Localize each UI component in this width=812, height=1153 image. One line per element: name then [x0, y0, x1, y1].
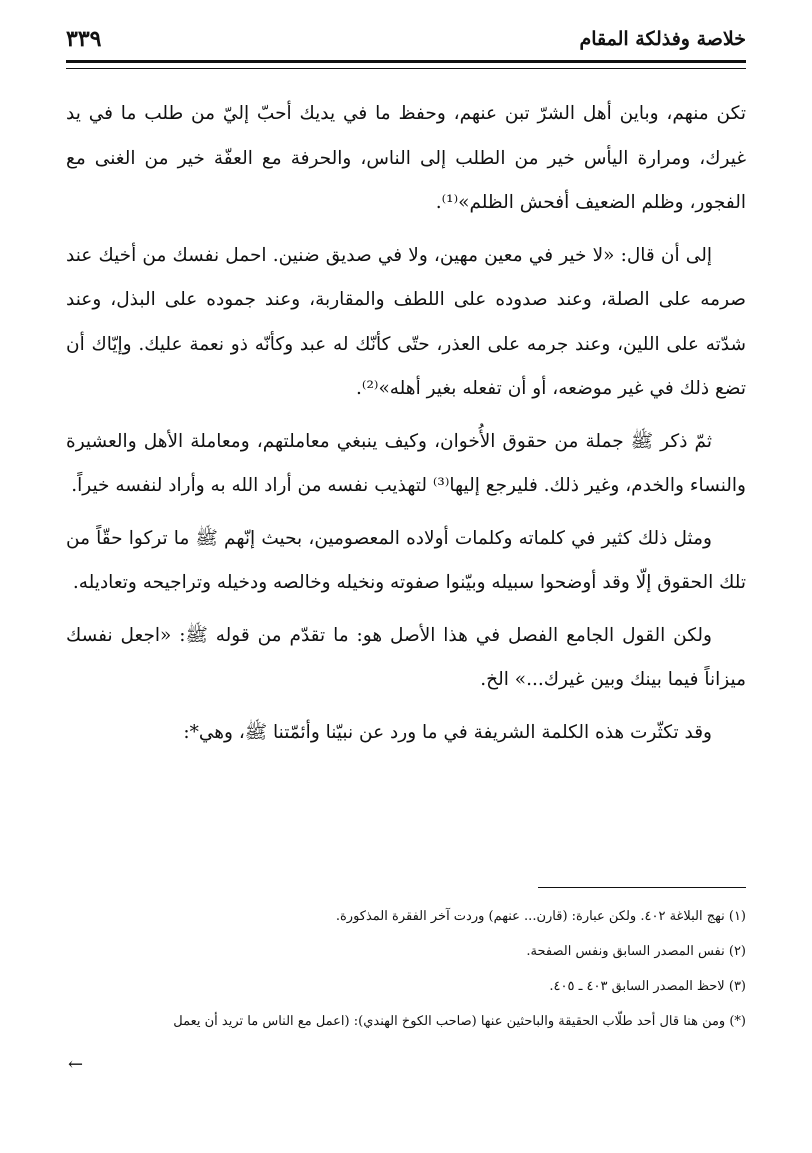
paragraph-5: ولكن القول الجامع الفصل في هذا الأصل هو: ما تقدّم من قوله ﷺ: «اجعل نفسك ميزاناً فيما بينك وبين غيرك...» الخ. — [66, 624, 746, 690]
footnote-3: (٣) لاحظ المصدر السابق ٤٠٣ ـ ٤٠٥. — [549, 979, 746, 994]
paragraph-1: تكن منهم، وباين أهل الشرّ تبن عنهم، وحفظ ما في يديك أحبّ إليّ من طلب ما في يد غيرك، ومرارة اليأس خير من الطلب إلى الناس، والحرفة مع العفّة خير من الغنى مع الفجور، وظلم الضعيف أفحش الظلم»⁽¹⁾. — [66, 103, 746, 213]
header-double-rule — [66, 60, 746, 69]
main-text — [66, 92, 746, 763]
footnotes — [66, 908, 746, 1043]
paragraph-4: ومثل ذلك كثير في كلماته وكلمات أولاده المعصومين، بحيث إنّهم ﷺ ما تركوا حقّاً من تلك الحقوق إلّا وقد أوضحوا سبيله وبيّنوا صفوته ونخيله وخالصه ودخيله وتراجيحه وتعاديله. — [66, 527, 746, 593]
header-title: خلاصة وفذلكة المقام — [579, 28, 746, 50]
footnote-4: (*) ومن هنا قال أحد طلّاب الحقيقة والباحثين عنها (صاحب الكوخ الهندي): (اعمل مع الناس ما تريد أن يعمل — [173, 1014, 746, 1029]
footnote-1: (١) نهج البلاغة ٤٠٢. ولكن عبارة: (قارن... عنهم) وردت آخر الفقرة المذكورة. — [335, 909, 746, 924]
page-number: ٣٣٩ — [66, 26, 102, 52]
footnote-separator — [538, 887, 746, 888]
paragraph-3: ثمّ ذكر ﷺ جملة من حقوق الأُخوان، وكيف ينبغي معاملتهم، ومعاملة الأهل والعشيرة والنساء والخدم، وغير ذلك. فليرجع إليها⁽³⁾ لتهذيب نفسه من أراد الله به وأراد لنفسه خيراً. — [66, 430, 746, 496]
footnote-2: (٢) نفس المصدر السابق ونفس الصفحة. — [526, 944, 746, 959]
paragraph-2: إلى أن قال: «لا خير في معين مهين، ولا في صديق ضنين. احمل نفسك من أخيك عند صرمه على الصلة، وعند صدوده على اللطف والمقاربة، وعند جموده على البذل، وعند شدّته على اللين، وعند جرمه على العذر، حتّى كأنّك له عبد وكأنّه ذو نعمة عليك. وإيّاك أن تضع ذلك في غير موضعه، أو أن تفعله بغير أهله»⁽²⁾. — [66, 244, 746, 399]
running-header — [66, 26, 746, 58]
continue-arrow-icon: ← — [68, 1054, 84, 1075]
paragraph-6: وقد تكثّرت هذه الكلمة الشريفة في ما ورد عن نبيّنا وأئمّتنا ﷺ، وهي*: — [183, 721, 712, 743]
